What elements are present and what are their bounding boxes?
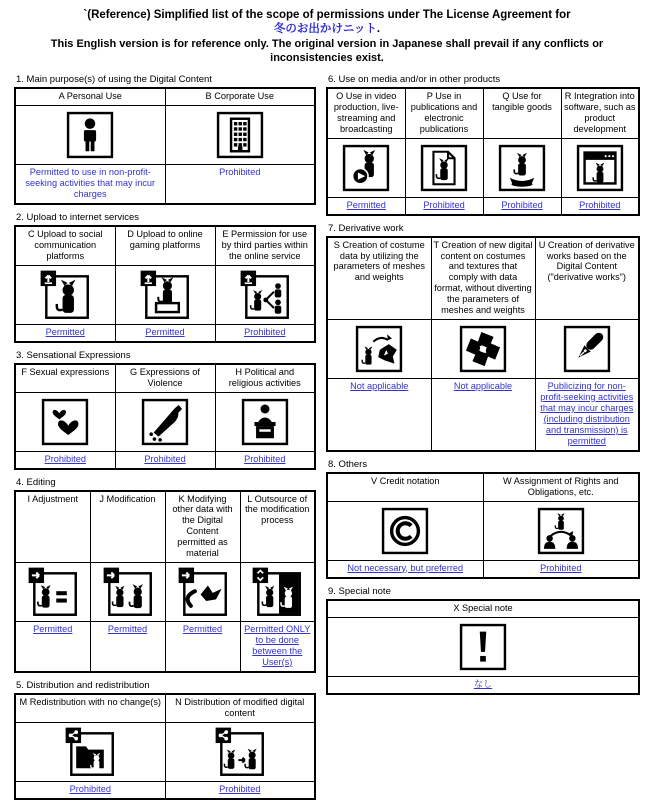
permissions-table	[14, 693, 316, 800]
cell-label: G Expressions of Violence	[115, 364, 215, 392]
cell-result: Permitted	[15, 621, 90, 672]
cell-result: Permitted	[165, 621, 240, 672]
section-heading: 7. Derivative work	[328, 222, 404, 234]
cell-icon	[535, 319, 639, 378]
cell-icon	[15, 265, 115, 324]
cell-label: K Modifying other data with the Digital Content permitted as material	[165, 491, 240, 563]
cell-label: L Outsource of the modification process	[240, 491, 315, 563]
cell-icon	[115, 265, 215, 324]
section-heading: 1. Main purpose(s) of using the Digital Content	[16, 74, 212, 86]
cell-result: Prohibited	[561, 197, 639, 215]
section-9	[326, 586, 640, 695]
video-production-icon	[340, 142, 392, 194]
cell-result: Prohibited	[215, 451, 315, 469]
cell-icon	[327, 501, 483, 560]
cell-result: なし	[327, 676, 639, 694]
costume-new-data-icon	[457, 323, 509, 375]
cell-result: Not applicable	[431, 378, 535, 451]
section-2	[14, 212, 316, 343]
cell-label: W Assignment of Rights and Obligations, etc.	[483, 473, 639, 501]
section-7	[326, 223, 640, 452]
model-name-line	[14, 22, 640, 36]
building-icon	[214, 109, 266, 161]
cell-result: Permitted ONLY to be done between the User(s)	[240, 621, 315, 672]
cell-icon	[240, 562, 315, 621]
hearts-icon	[39, 396, 91, 448]
cell-result: Prohibited	[483, 197, 561, 215]
cell-label: T Creation of new digital content on costumes and textures that comply with data format, without diverting the parameters of meshes and weights	[431, 237, 535, 320]
cell-icon	[483, 138, 561, 197]
columns-container	[14, 74, 640, 806]
cell-label: O Use in video production, live-streaming and broadcasting	[327, 88, 405, 138]
title-line1: `(Reference) Simplified list of the scope of permissions under The License Agreement for	[83, 9, 571, 21]
cell-icon	[165, 722, 315, 781]
cell-label: F Sexual expressions	[15, 364, 115, 392]
cell-label: M Redistribution with no change(s)	[15, 694, 165, 722]
permissions-table	[326, 599, 640, 695]
cell-result: Prohibited	[483, 560, 639, 578]
section-heading: 6. Use on media and/or in other products	[328, 74, 501, 86]
cell-result: Prohibited	[405, 197, 483, 215]
section-heading: 3. Sensational Expressions	[16, 349, 131, 361]
political-podium-icon	[239, 396, 291, 448]
rights-assignment-icon	[535, 505, 587, 557]
cell-label: D Upload to online gaming platforms	[115, 226, 215, 265]
cell-label: I Adjustment	[15, 491, 90, 563]
section-4	[14, 477, 316, 673]
software-integration-icon	[574, 142, 626, 194]
document-title-block	[14, 8, 640, 65]
cell-result: Permitted	[115, 324, 215, 342]
violence-knife-icon	[139, 396, 191, 448]
cell-label: C Upload to social communication platforms	[15, 226, 115, 265]
cell-label: J Modification	[90, 491, 165, 563]
distribute-modified-icon	[214, 726, 266, 778]
cell-icon	[165, 562, 240, 621]
section-heading: 5. Distribution and redistribution	[16, 679, 150, 691]
adjustment-icon	[27, 566, 79, 618]
section-heading: 8. Others	[328, 458, 368, 470]
cell-label: U Creation of derivative works based on the Digital Content ("derivative works")	[535, 237, 639, 320]
section-8	[326, 459, 640, 579]
cell-icon	[15, 106, 165, 165]
section-heading: 9. Special note	[328, 585, 391, 597]
cell-label: B Corporate Use	[165, 88, 315, 105]
cell-label: N Distribution of modified digital content	[165, 694, 315, 722]
permissions-table	[326, 472, 640, 579]
permissions-table	[326, 87, 640, 215]
cell-icon	[165, 106, 315, 165]
model-name-suffix: .	[376, 23, 381, 36]
cell-label: R Integration into software, such as product development	[561, 88, 639, 138]
cell-result: Prohibited	[115, 451, 215, 469]
cell-icon	[405, 138, 483, 197]
upload-thirdparty-icon	[239, 269, 291, 321]
cell-result: Prohibited	[165, 781, 315, 799]
cell-label: H Political and religious activities	[215, 364, 315, 392]
publication-icon	[418, 142, 470, 194]
cell-result: Permitted	[15, 324, 115, 342]
cell-icon	[483, 501, 639, 560]
permissions-table	[14, 490, 316, 673]
costume-parameters-icon	[353, 323, 405, 375]
cell-result: Publicizing for non-profit-seeking activities that may incur charges (including distribution and transmission) is permitted	[535, 378, 639, 451]
upload-social-icon	[39, 269, 91, 321]
model-name: 冬のお出かけニット	[273, 23, 377, 36]
cell-label: V Credit notation	[327, 473, 483, 501]
cell-icon	[327, 138, 405, 197]
permissions-table	[14, 363, 316, 470]
cell-result: Not necessary, but preferred	[327, 560, 483, 578]
section-6	[326, 74, 640, 215]
cell-result: Prohibited	[165, 165, 315, 205]
left-column	[14, 74, 316, 806]
permissions-table	[14, 87, 316, 205]
cell-icon	[215, 392, 315, 451]
cell-result: Prohibited	[215, 324, 315, 342]
title-line2: This English version is for reference only. The original version in Japanese shall prevail if any conflicts or inconsistencies exist.	[50, 37, 604, 64]
cell-icon	[15, 562, 90, 621]
cell-label: S Creation of costume data by utilizing the parameters of meshes and weights	[327, 237, 431, 320]
tangible-goods-icon	[496, 142, 548, 194]
special-note-icon	[457, 621, 509, 673]
cell-label: X Special note	[327, 600, 639, 617]
cell-icon	[15, 722, 165, 781]
cell-icon	[327, 319, 431, 378]
cell-label: A Personal Use	[15, 88, 165, 105]
cell-icon	[115, 392, 215, 451]
cell-result: Not applicable	[327, 378, 431, 451]
cell-label: P Use in publications and electronic publications	[405, 88, 483, 138]
right-column	[326, 74, 640, 701]
cell-icon	[215, 265, 315, 324]
cell-icon	[90, 562, 165, 621]
section-heading: 4. Editing	[16, 476, 56, 488]
section-heading: 2. Upload to internet services	[16, 212, 140, 224]
permissions-table	[14, 225, 316, 343]
cell-label: E Permission for use by third parties within the online service	[215, 226, 315, 265]
cell-result: Permitted	[327, 197, 405, 215]
cell-result: Prohibited	[15, 781, 165, 799]
cell-icon	[327, 617, 639, 676]
cell-result: Permitted	[90, 621, 165, 672]
cell-icon	[431, 319, 535, 378]
cell-icon	[15, 392, 115, 451]
upload-gaming-icon	[139, 269, 191, 321]
cell-icon	[561, 138, 639, 197]
section-3	[14, 350, 316, 470]
section-5	[14, 680, 316, 800]
permissions-table	[326, 236, 640, 452]
cell-result: Prohibited	[15, 451, 115, 469]
copyright-icon	[379, 505, 431, 557]
modification-icon	[102, 566, 154, 618]
derivative-pen-icon	[561, 323, 613, 375]
person-icon	[64, 109, 116, 161]
section-1	[14, 74, 316, 205]
redistribution-folder-icon	[64, 726, 116, 778]
cell-result: Permitted to use in non-profit-seeking activities that may incur charges	[15, 165, 165, 205]
cell-label: Q Use for tangible goods	[483, 88, 561, 138]
outsource-icon	[251, 566, 303, 618]
modify-material-icon	[177, 566, 229, 618]
